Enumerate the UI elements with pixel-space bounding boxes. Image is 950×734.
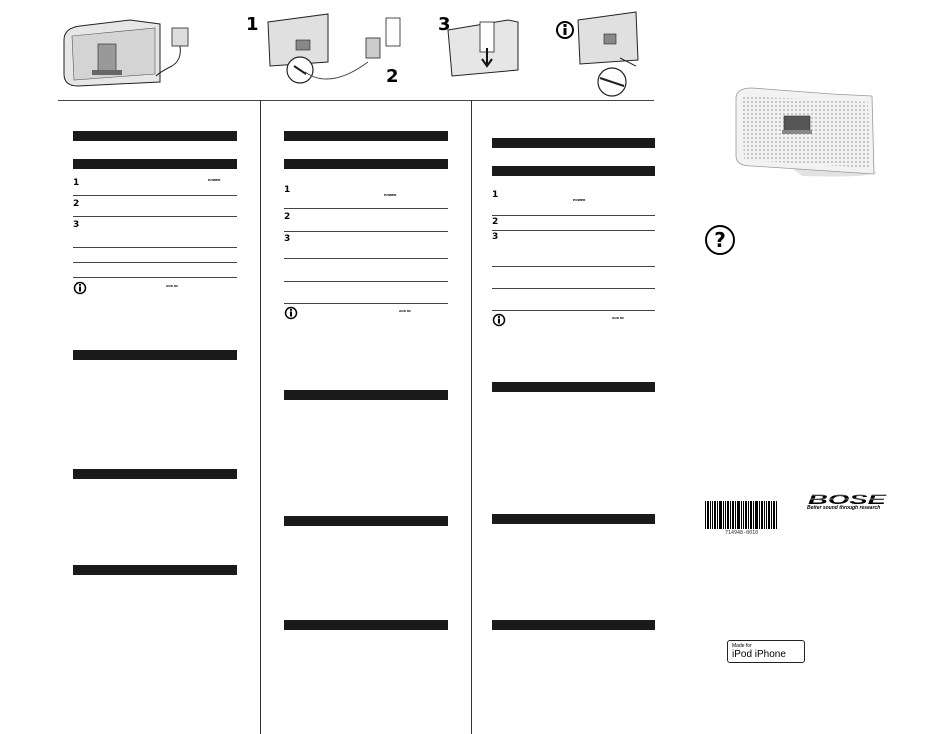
col2-rule: [284, 258, 448, 259]
col2-rule: [284, 281, 448, 282]
bose-logo: [806, 492, 890, 506]
step-1-marker: 1: [246, 14, 259, 35]
barcode: [705, 501, 777, 529]
col3-aux-label: AUX IN: [612, 316, 624, 320]
col3-power-label: POWER: [573, 198, 586, 202]
col2-rule: [284, 208, 448, 209]
column-divider-1: [260, 100, 261, 734]
col1-rule: [73, 247, 237, 248]
col1-step-2: 2: [73, 199, 80, 209]
col1-section-bar: [73, 565, 237, 575]
col2-title-bar: [284, 131, 448, 141]
col3-title-bar: [492, 138, 655, 148]
step3-illustration: [448, 20, 518, 76]
col1-section-bar: [73, 350, 237, 360]
devices-text: iPod iPhone: [732, 649, 786, 660]
col1-section-bar: [73, 469, 237, 479]
setup-illustrations: [0, 0, 700, 102]
barcode-number: 714948-0010: [725, 530, 759, 536]
col3-step-2: 2: [492, 217, 499, 227]
info-icon: [555, 20, 575, 40]
step-3-marker: 3: [438, 14, 451, 35]
col3-rule: [492, 310, 655, 311]
col1-title-bar: [73, 131, 237, 141]
col1-aux-label: AUX IN: [166, 284, 178, 288]
made-for-ipod-iphone-badge: [727, 640, 805, 663]
svg-text:BOSE: BOSE: [808, 492, 888, 506]
col3-section-bar: [492, 382, 655, 392]
col2-step-3: 3: [284, 234, 291, 244]
col3-step-1: 1: [492, 190, 499, 200]
col2-step-1: 1: [284, 185, 291, 195]
col2-info-icon: [284, 306, 298, 320]
col2-section-bar: [284, 390, 448, 400]
col1-rule: [73, 195, 237, 196]
bose-tagline: Better sound through research: [807, 505, 881, 511]
col1-step-1: 1: [73, 178, 80, 188]
made-for-text: Made for: [732, 643, 752, 649]
col2-step-2: 2: [284, 212, 291, 222]
col2-power-label: POWER: [384, 193, 397, 197]
col3-info-icon: [492, 313, 506, 327]
col3-rule: [492, 230, 655, 231]
step-2-marker: 2: [386, 66, 399, 87]
col1-rule: [73, 216, 237, 217]
help-icon: ?: [705, 225, 735, 255]
col2-section-bar: [284, 516, 448, 526]
header-divider: [58, 100, 654, 101]
col3-section-bar: [492, 514, 655, 524]
col2-rule: [284, 303, 448, 304]
col3-rule: [492, 215, 655, 216]
col2-aux-label: AUX IN: [399, 309, 411, 313]
col2-section-bar: [284, 159, 448, 169]
col1-step-3: 3: [73, 220, 80, 230]
col3-rule: [492, 288, 655, 289]
col1-power-label: POWER: [208, 178, 221, 182]
step1-illustration: [268, 14, 400, 83]
power-adapter-illustration: [156, 28, 188, 76]
col2-rule: [284, 231, 448, 232]
col1-section-bar: [73, 159, 237, 169]
col1-rule: [73, 262, 237, 263]
column-divider-2: [471, 100, 472, 734]
col3-section-bar: [492, 166, 655, 176]
col1-info-icon: [73, 281, 87, 295]
speaker-photo: [722, 80, 882, 180]
col2-section-bar: [284, 620, 448, 630]
aux-illustration: [578, 12, 638, 96]
col3-rule: [492, 266, 655, 267]
speaker-product-illustration: [64, 20, 160, 86]
col3-step-3: 3: [492, 232, 499, 242]
col3-section-bar: [492, 620, 655, 630]
col1-rule: [73, 277, 237, 278]
